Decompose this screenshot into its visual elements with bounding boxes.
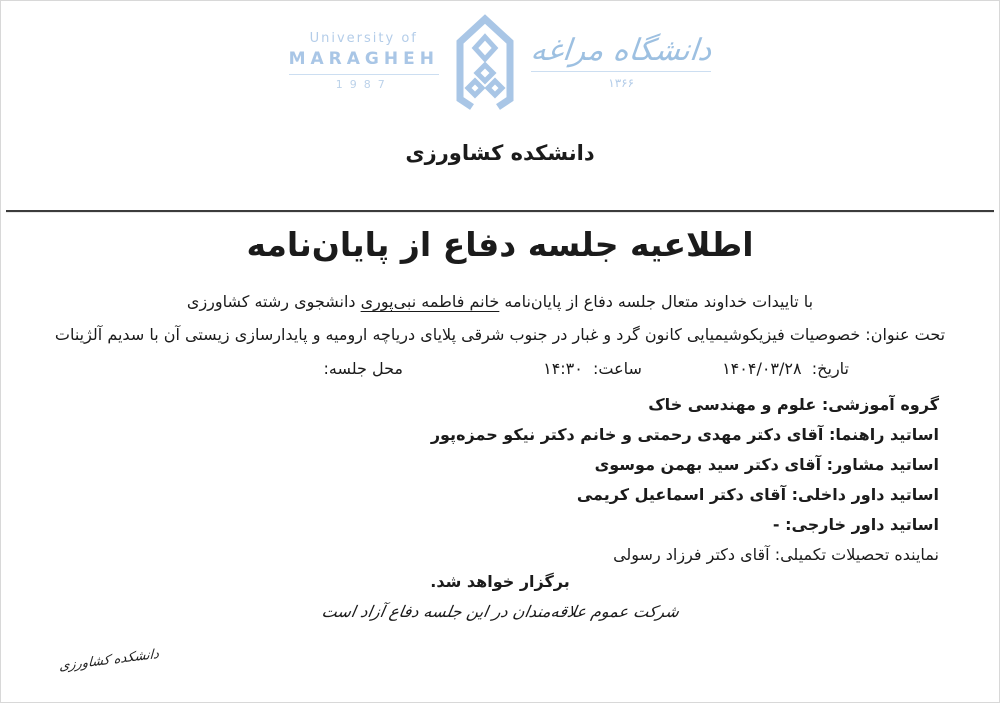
faculty-heading: دانشکده کشاورزی (405, 141, 595, 165)
internal-examiner-line: اساتید داور داخلی: آقای دکتر اسماعیل کریمی (576, 485, 939, 504)
logo-english-text (289, 31, 439, 92)
closing-line: برگزار خواهد شد. (430, 572, 570, 591)
external-examiner-line: اساتید داور خارجی: - (772, 515, 939, 534)
student-name: خانم فاطمه نبی‌پوری (360, 292, 500, 311)
group-line: گروه آموزشی: علوم و مهندسی خاک (648, 395, 939, 414)
location-label: محل جلسه: (323, 359, 403, 378)
date-value: ۱۴۰۴/۰۳/۲۸ (722, 359, 802, 378)
time-label: ساعت: (593, 359, 642, 378)
intro-prefix: با تاییدات خداوند متعال جلسه دفاع از پایان‌نامه (499, 292, 814, 311)
logo-maragheh-label: MARAGHEH (289, 48, 439, 75)
logo-persian-text (531, 34, 712, 90)
open-attendance-note (1, 602, 999, 621)
date-label: تاریخ: (811, 359, 849, 378)
logo-year-en: 1987 (335, 78, 392, 92)
horizontal-divider (6, 210, 994, 213)
committee-details (61, 390, 939, 570)
open-attendance-note-text: شرکت عموم علاقه‌مندان در این جلسه دفاع آزاد است (319, 602, 681, 621)
grad-representative-line: نماینده تحصیلات تکمیلی: آقای دکتر فرزاد رسولی (613, 545, 939, 564)
page-title: اطلاعیه جلسه دفاع از پایان‌نامه (246, 225, 754, 264)
footer-signature (58, 646, 160, 675)
university-logo-icon (453, 13, 517, 111)
schedule-line (318, 359, 849, 378)
logo-year-fa: ۱۳۶۶ (531, 71, 712, 90)
thesis-title-line: تحت عنوان: خصوصیات فیزیکوشیمیایی کانون گرد و غبار در جنوب شرقی پلایای دریاچه ارومیه و پایدارسازی زیستی آن با سدیم آلژینات (54, 325, 946, 344)
time-value: ۱۴:۳۰ (543, 359, 583, 378)
intro-line (1, 292, 999, 311)
logo-university-name-fa: دانشگاه مراغه (529, 33, 714, 68)
intro-suffix: دانشجوی رشته کشاورزی (186, 292, 361, 311)
supervisors-line: اساتید راهنما: آقای دکتر مهدی رحمتی و خانم دکتر نیکو حمزه‌پور (430, 425, 939, 444)
logo-university-of-label: University of (309, 31, 418, 47)
advisor-line: اساتید مشاور: آقای دکتر سید بهمن موسوی (594, 455, 939, 474)
university-logo (1, 13, 999, 111)
footer-signature-text: دانشکده کشاورزی (58, 646, 160, 675)
